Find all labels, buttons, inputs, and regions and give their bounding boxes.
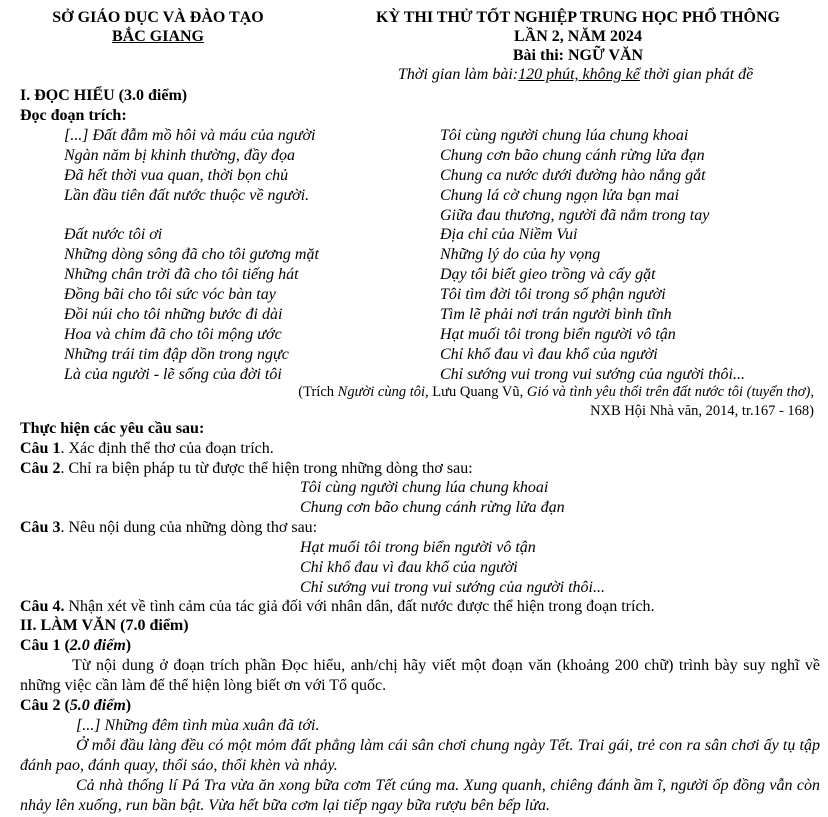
question-1 <box>20 439 274 459</box>
poem-left-line: Ngàn năm bị khinh thường, đầy đọa <box>64 146 296 164</box>
poem-left-line: [...] Đất đẫm mồ hôi và máu của người <box>64 127 316 144</box>
q4-label: Câu 4. <box>20 598 65 615</box>
dept-name: SỞ GIÁO DỤC VÀ ĐÀO TẠO <box>52 9 264 26</box>
c1-score: 2.0 điểm <box>69 637 126 654</box>
poem-left-line: Đồng bãi cho tôi sức vóc bàn tay <box>64 286 276 304</box>
q2-line-2: Chung cơn bão chung cánh rừng lửa đạn <box>300 499 565 516</box>
poem-right-line: Chỉ sướng vui trong vui sướng của người thôi... <box>440 365 745 383</box>
section2-title: II. LÀM VĂN (7.0 điểm) <box>20 617 189 634</box>
poem-right-line: Chỉ khổ đau vì đau khổ của người <box>440 345 658 363</box>
essay-q2-heading <box>20 696 131 716</box>
poem-right-line: Dạy tôi biết gieo trồng và cấy gặt <box>440 266 656 284</box>
poem-right-line: Tìm lẽ phải nơi trán người bình tĩnh <box>440 306 672 324</box>
poem-left-line: Lần đầu tiên đất nước thuộc về người. <box>64 186 310 204</box>
q3-label: Câu 3 <box>20 519 61 536</box>
c2-label: Câu 2 ( <box>20 697 70 714</box>
excerpt-label: Đọc đoạn trích: <box>20 107 127 124</box>
poem-left-line: Những chân trời đã cho tôi tiếng hát <box>64 266 299 284</box>
c1-close: ) <box>125 637 132 654</box>
poem-left-line: Những dòng sông đã cho tôi gương mặt <box>64 246 319 264</box>
province-wrap <box>28 27 288 47</box>
source-book: Gió và tình yêu thổi trên đất nước tôi (tuyển thơ), <box>526 384 814 400</box>
poem-left-line: Những trái tim đập dồn trong ngực <box>64 345 289 363</box>
q2-line-1: Tôi cùng người chung lúa chung khoai <box>300 479 549 496</box>
poem-right-line: Địa chỉ của Niềm Vui <box>440 226 578 244</box>
poem-left-line: Đã hết thời vua quan, thời bọn chủ <box>64 166 289 184</box>
c2-score: 5.0 điểm <box>69 697 126 714</box>
poem-right-line: Tôi cùng người chung lúa chung khoai <box>440 127 689 144</box>
essay-q1-heading <box>20 636 131 656</box>
question-3 <box>20 518 317 538</box>
source-a: (Trích <box>298 384 338 400</box>
essay-q2-excerpt-p2: Ở mỗi đầu làng đều có một mỏm đất phẳng làm cái sân chơi chung ngày Tết. Trai gái, trẻ con ra sân chơi ấy tụ tập đánh pao, đánh quay, thổi sáo, thổi khèn và nhảy. <box>20 737 820 774</box>
time-note-c: thời gian phát đề <box>639 66 754 83</box>
poem-right <box>440 126 745 385</box>
poem-left-line: Hoa và chim đã cho tôi mộng ước <box>64 325 282 343</box>
essay-q2-excerpt-p1: [...] Những đêm tình mùa xuân đã tới. <box>76 717 320 734</box>
question-4 <box>20 597 655 617</box>
exam-title: KỲ THI THỬ TỐT NGHIỆP TRUNG HỌC PHỔ THÔNG <box>376 9 780 26</box>
q1-text: . Xác định thể thơ của đoạn trích. <box>60 440 274 457</box>
time-note-b: 120 phút, không kể <box>518 66 640 83</box>
q2-label: Câu 2 <box>20 460 61 477</box>
source-citation <box>298 382 814 402</box>
q3-line-2: Chỉ khổ đau vì đau khổ của người <box>300 559 518 576</box>
province-name: BẮC GIANG <box>111 28 204 45</box>
poem-left-line: Đồi núi cho tôi những bước đi dài <box>64 306 283 324</box>
question-2 <box>20 459 473 479</box>
poem-right-line: Những lý do của hy vọng <box>440 246 601 264</box>
q4-text: Nhận xét về tình cảm của tác giả đối với nhân dân, đất nước được thể hiện trong đoạn trích. <box>64 598 655 615</box>
poem-right-line: Hạt muối tôi trong biển người vô tận <box>440 325 676 343</box>
exam-round: LẦN 2, NĂM 2024 <box>514 28 642 45</box>
poem-right-line: Tôi tìm đời tôi trong số phận người <box>440 286 666 304</box>
tasks-title: Thực hiện các yêu cầu sau: <box>20 420 205 437</box>
poem-left-line: Là của người - lẽ sống của đời tôi <box>64 365 282 383</box>
section1-title: I. ĐỌC HIỂU (3.0 điểm) <box>20 87 188 104</box>
poem-left-line: Đất nước tôi ơi <box>64 226 163 244</box>
poem-right-line: Chung ca nước dưới đường hào nắng gắt <box>440 166 706 184</box>
q2-text: . Chỉ ra biện pháp tu từ được thể hiện trong những dòng thơ sau: <box>60 460 473 477</box>
time-note <box>398 65 753 85</box>
q3-text: . Nêu nội dung của những dòng thơ sau: <box>60 519 318 536</box>
essay-q2-excerpt-p3: Cả nhà thống lí Pá Tra vừa ăn xong bữa cơm Tết cúng ma. Xung quanh, chiêng đánh ầm ĩ, người ốp đồng vẫn còn nhảy lên xuống, run bần bật. Vừa hết bữa cơm lại tiếp ngay bữa rượu bên bếp lửa. <box>20 777 820 814</box>
poem-left <box>64 126 319 385</box>
source-work: Người cùng tôi, <box>337 384 429 400</box>
poem-right-line: Chung cơn bão chung cánh rừng lửa đạn <box>440 146 705 164</box>
source-author: Lưu Quang Vũ, <box>428 384 527 400</box>
source-publisher: NXB Hội Nhà văn, 2014, tr.167 - 168) <box>590 403 814 419</box>
time-note-a: Thời gian làm bài: <box>398 66 519 83</box>
c2-close: ) <box>125 697 132 714</box>
poem-right-line: Chung lá cờ chung ngọn lửa bạn mai <box>440 186 680 204</box>
poem-left-line <box>64 206 319 226</box>
c1-label: Câu 1 ( <box>20 637 70 654</box>
essay-q1-text: Từ nội dung ở đoạn trích phần Đọc hiểu, anh/chị hãy viết một đoạn văn (khoảng 200 chữ) trình bày suy nghĩ về những việc cần làm để thể hiện lòng biết ơn với Tổ quốc. <box>20 657 820 694</box>
q3-line-1: Hạt muối tôi trong biển người vô tận <box>300 539 536 556</box>
poem-right-line: Giữa đau thương, người đã nắm trong tay <box>440 206 710 224</box>
q3-line-3: Chỉ sướng vui trong vui sướng của người thôi... <box>300 579 605 596</box>
exam-subject: Bài thi: NGỮ VĂN <box>512 47 644 64</box>
q1-label: Câu 1 <box>20 440 61 457</box>
